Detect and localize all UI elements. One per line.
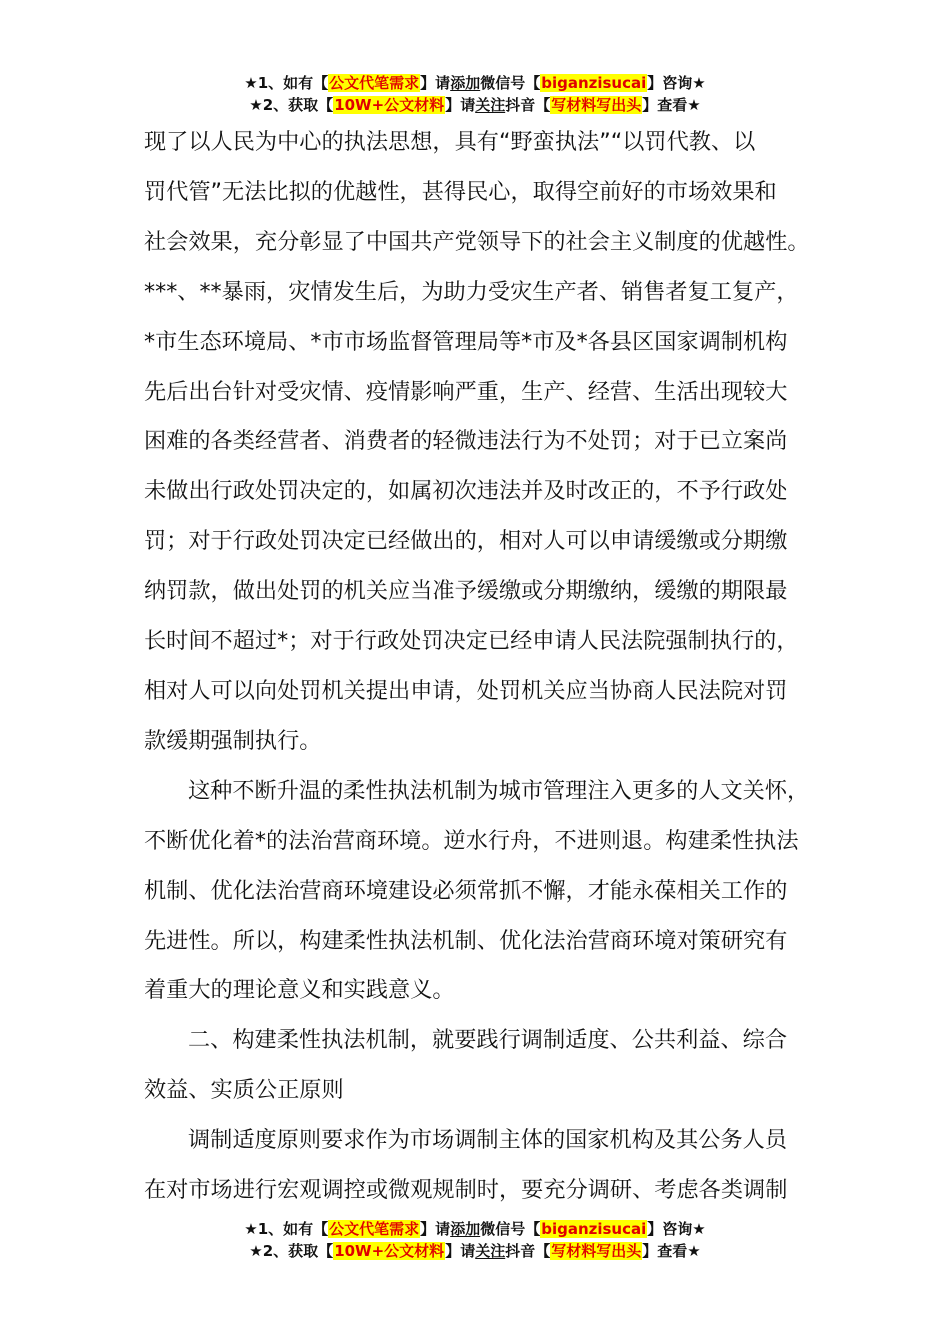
banner-text: 】咨询★ — [647, 1220, 706, 1238]
text-line: 不断优化着*的法治营商环境。逆水行舟，不进则退。构建柔性执法 — [144, 827, 799, 854]
banner-text: 】查看★ — [642, 96, 701, 114]
text-line: 相对人可以向处罚机关提出申请，处罚机关应当协商人民法院对罚 — [144, 677, 788, 704]
banner-text: ★1、如有【 — [244, 1220, 329, 1238]
text-line: 困难的各类经营者、消费者的轻微违法行为不处罚；对于已立案尚 — [144, 428, 788, 455]
text-line: *市生态环境局、*市市场监督管理局等*市及*各县区国家调制机构 — [144, 328, 788, 355]
banner-text: 抖音【 — [505, 1242, 551, 1260]
footer-banner — [0, 1218, 950, 1262]
text-line: 这种不断升温的柔性执法机制为城市管理注入更多的人文关怀， — [188, 777, 810, 804]
paragraph — [144, 118, 808, 767]
banner-text: 】请 — [420, 1220, 451, 1238]
banner-underlined-text: 关注 — [475, 1242, 506, 1260]
banner-text: 】查看★ — [642, 1242, 701, 1260]
text-line: 罚代管”无法比拟的优越性，甚得民心，取得空前好的市场效果和 — [144, 178, 777, 205]
banner-text: 抖音【 — [505, 96, 551, 114]
banner-text: ★2、获取【 — [249, 1242, 334, 1260]
text-line: 效益、实质公正原则 — [144, 1077, 344, 1104]
banner-line-2 — [0, 94, 950, 116]
text-line: 在对市场进行宏观调控或微观规制时，要充分调研、考虑各类调制 — [144, 1177, 788, 1204]
banner-line-1 — [0, 1218, 950, 1240]
text-line: 社会效果，充分彰显了中国共产党领导下的社会主义制度的优越性。 — [144, 228, 810, 255]
text-line: 纳罚款，做出处罚的机关应当准予缓缴或分期缴纳，缓缴的期限最 — [144, 578, 788, 605]
text-line: 机制、优化法治营商环境建设必须常抓不懈，才能永葆相关工作的 — [144, 877, 788, 904]
banner-highlight: 写材料写出头 — [551, 96, 642, 114]
banner-highlight: 公文代笔需求 — [329, 1220, 420, 1238]
text-line: 先进性。所以，构建柔性执法机制、优化法治营商环境对策研究有 — [144, 927, 788, 954]
text-line: 二、构建柔性执法机制，就要践行调制适度、公共利益、综合 — [188, 1027, 788, 1054]
banner-underlined-text: 添加 — [450, 74, 481, 92]
text-line: 款缓期强制执行。 — [144, 727, 322, 754]
banner-line-2 — [0, 1240, 950, 1262]
header-banner — [0, 72, 950, 116]
banner-text: 微信号【 — [480, 74, 541, 92]
banner-highlight: 公文代笔需求 — [329, 74, 420, 92]
banner-text: 】请 — [445, 1242, 476, 1260]
banner-text: ★1、如有【 — [244, 74, 329, 92]
banner-line-1 — [0, 72, 950, 94]
banner-text: 微信号【 — [480, 1220, 541, 1238]
banner-text: 】请 — [420, 74, 451, 92]
document-body — [144, 118, 808, 1216]
banner-highlight: biganzisucai — [541, 74, 647, 92]
banner-underlined-text: 添加 — [450, 1220, 481, 1238]
paragraph — [144, 1116, 808, 1216]
text-line: 未做出行政处罚决定的，如属初次违法并及时改正的，不予行政处 — [144, 478, 788, 505]
banner-highlight: 10W+公文材料 — [334, 96, 445, 114]
banner-highlight: biganzisucai — [541, 1220, 647, 1238]
banner-underlined-text: 关注 — [475, 96, 506, 114]
text-line: 现了以人民为中心的执法思想，具有“野蛮执法”“以罚代教、以 — [144, 129, 756, 155]
paragraph — [144, 767, 808, 1017]
text-line: 罚；对于行政处罚决定已经做出的，相对人可以申请缓缴或分期缴 — [144, 528, 788, 555]
text-line: 长时间不超过*；对于行政处罚决定已经申请人民法院强制执行的， — [144, 628, 799, 655]
text-line: 先后出台针对受灾情、疫情影响严重，生产、经营、生活出现较大 — [144, 378, 788, 405]
text-line: 调制适度原则要求作为市场调制主体的国家机构及其公务人员 — [188, 1127, 788, 1154]
section-heading-paragraph — [144, 1016, 808, 1116]
text-line: 着重大的理论意义和实践意义。 — [144, 977, 455, 1004]
banner-text: ★2、获取【 — [249, 96, 334, 114]
banner-highlight: 写材料写出头 — [551, 1242, 642, 1260]
banner-highlight: 10W+公文材料 — [334, 1242, 445, 1260]
banner-text: 】请 — [445, 96, 476, 114]
text-line: ***、**暴雨，灾情发生后，为助力受灾生产者、销售者复工复产， — [144, 278, 799, 305]
banner-text: 】咨询★ — [647, 74, 706, 92]
